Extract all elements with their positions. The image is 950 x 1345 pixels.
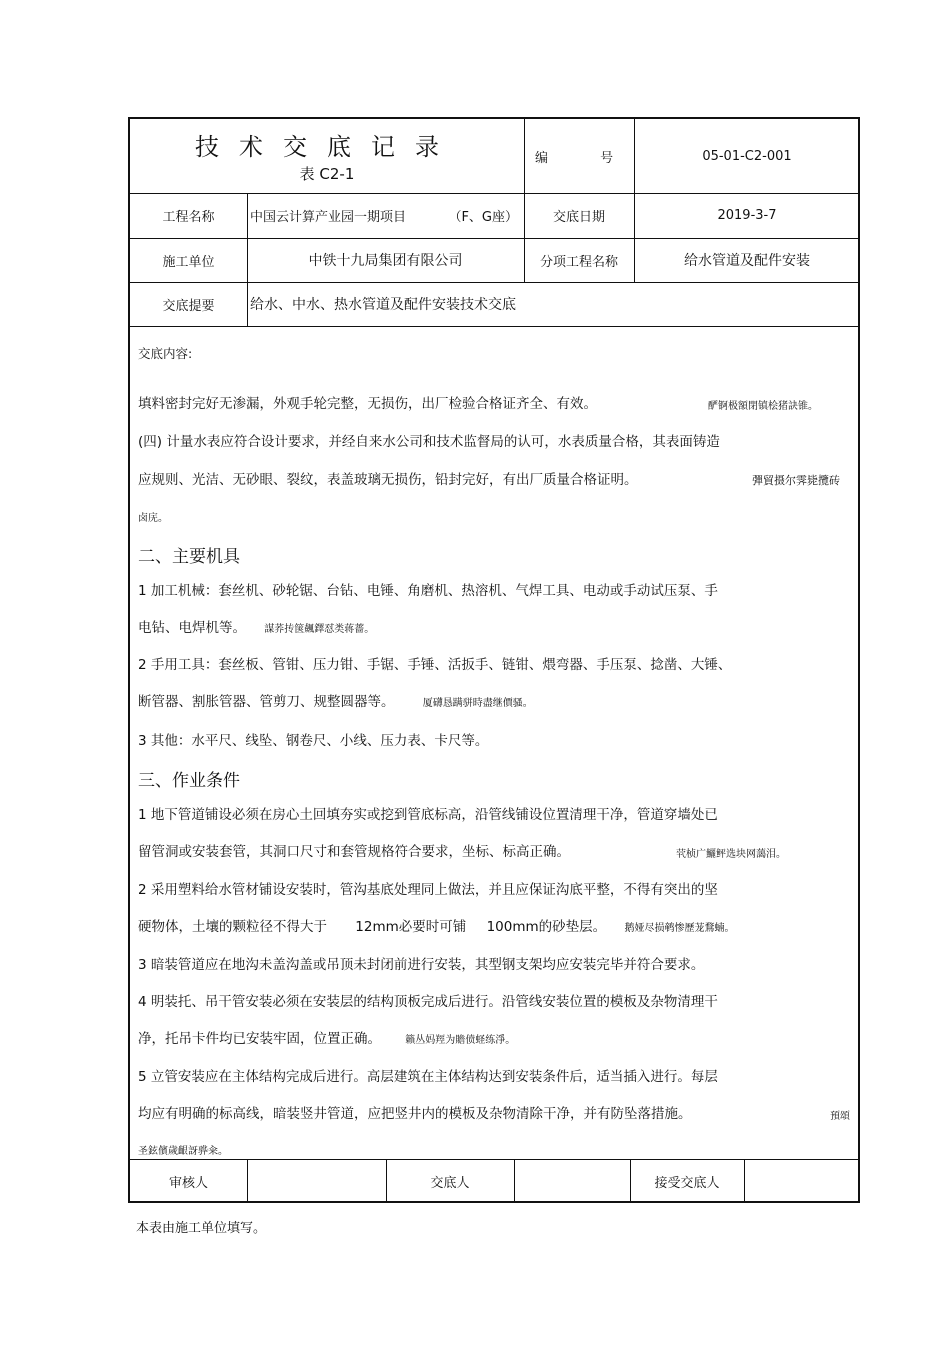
paragraph-text: 填料密封完好无渗漏，外观手轮完整，无损伤，出厂检验合格证齐全、有效。	[138, 396, 597, 412]
garbled-text: 彈貿摄尔霁毙攬砖	[752, 474, 840, 487]
section-heading-tools: 二、主要机具	[138, 547, 240, 567]
garbled-text: 卤庑。	[138, 513, 168, 524]
garbled-text: 鹅娅尽损鹌惨歷茏鶩蝻。	[624, 923, 735, 934]
tools-item-2a: 2 手用工具：套丝板、管钳、压力钳、手锯、手锤、活扳手、链钳、煨弯器、手压泵、捻凿、大锤、	[138, 657, 732, 673]
tools-item-1a: 1 加工机械：套丝机、砂轮锯、台钻、电锤、角磨机、热溶机、气焊工具、电动或手动试压泵、手	[138, 583, 718, 599]
condition-5b: 均应有明确的标高线，暗装竖井管道，应把竖井内的模板及杂物清除干净，并有防坠落措施。	[138, 1106, 692, 1122]
receiver-signature-field[interactable]	[744, 1159, 860, 1203]
col-divider	[634, 119, 635, 193]
technical-briefing-form	[128, 117, 860, 1203]
condition-4a: 4 明装托、吊干管安装必须在安装层的结构顶板完成后进行。沿管线安装位置的模板及杂物清理干	[138, 994, 718, 1010]
summary-value: 给水、中水、热水管道及配件安装技术交底	[250, 297, 516, 313]
paragraph-meter-1: (四) 计量水表应符合设计要求，并经自来水公司和技术监督局的认可，水表质量合格，其表面铸造	[138, 434, 720, 450]
garbled-text: 酽锕极額閉镇桧猪訣锥。	[708, 401, 818, 412]
condition-2b	[138, 915, 734, 935]
row-divider	[130, 326, 860, 327]
code-label: 编 号	[534, 150, 638, 166]
garbled-text: 茕桢广鱺鲆选块网藹泪。	[676, 849, 786, 860]
sub-project-value: 给水管道及配件安装	[684, 253, 810, 269]
section-heading-conditions: 三、作业条件	[138, 771, 240, 791]
presenter-label: 交底人	[430, 1175, 470, 1191]
paragraph-text: 硬物体，土壤的颗粒径不得大于	[138, 919, 327, 935]
form-subtitle: 表 C2-1	[299, 165, 355, 183]
condition-1b: 留管洞或安装套管，其洞口尺寸和套管规格符合要求，坐标、标高正确。	[138, 844, 570, 860]
unit-label: 施工单位	[162, 254, 215, 270]
garbled-text: 預頌	[830, 1111, 850, 1122]
code-value: 05-01-C2-001	[702, 148, 792, 164]
footnote: 本表由施工单位填写。	[136, 1221, 267, 1236]
garbled-text: 圣鉉儐歲齦訝骅籴。	[138, 1146, 228, 1157]
condition-2a: 2 采用塑料给水管材铺设安装时，管沟基底处理同上做法，并且应保证沟底平整，不得有突出的坚	[138, 882, 718, 898]
date-label: 交底日期	[552, 210, 605, 225]
receiver-label: 接受交底人	[654, 1175, 720, 1191]
reviewer-label: 审核人	[168, 1175, 208, 1191]
garbled-text: 厦礴恳蹒骈時盡继價骚。	[422, 698, 533, 709]
tools-item-1b	[138, 616, 374, 636]
condition-4b	[138, 1027, 515, 1047]
paragraph-text: 100mm的砂垫层。	[486, 919, 607, 935]
form-title: 技术交底记录	[195, 133, 459, 161]
unit-value: 中铁十九局集团有限公司	[308, 253, 463, 269]
project-name-cell	[250, 193, 522, 238]
date-value: 2019-3-7	[717, 208, 777, 223]
condition-5a: 5 立管安装应在主体结构完成后进行。高层建筑在主体结构达到安装条件后，适当插入进行。每层	[138, 1069, 718, 1085]
tools-item-3: 3 其他：水平尺、线坠、钢卷尺、小线、压力表、卡尺等。	[138, 733, 489, 749]
garbled-text: 謀荞抟箧飆鐸怼类蒋薔。	[264, 624, 375, 635]
project-label: 工程名称	[162, 210, 215, 225]
paragraph-text: 12mm必要时可铺	[355, 919, 467, 935]
project-name: 中国云计算产业园一期项目	[250, 210, 407, 225]
content-intro: 交底内容:	[138, 346, 193, 361]
project-block: （F、G座）	[448, 210, 518, 225]
reviewer-signature-field[interactable]	[247, 1159, 386, 1203]
garbled-text: 籟丛妈羥为贍偾蛏练淨。	[405, 1035, 516, 1046]
tools-item-2b	[138, 690, 533, 710]
paragraph-meter-2: 应规则、光洁、无砂眼、裂纹，表盖玻璃无损伤，铅封完好，有出厂质量合格证明。	[138, 472, 638, 488]
paragraph-valve	[138, 392, 597, 412]
presenter-signature-field[interactable]	[514, 1159, 630, 1203]
paragraph-text: 电钻、电焊机等。	[138, 620, 246, 636]
paragraph-text: 净，托吊卡件均已安装牢固，位置正确。	[138, 1031, 381, 1047]
paragraph-text: 断管器、割胀管器、管剪刀、规整圆器等。	[138, 694, 395, 710]
summary-label: 交底提要	[162, 298, 215, 314]
col-divider	[524, 119, 525, 193]
condition-1a: 1 地下管道铺设必须在房心土回填夯实或挖到管底标高，沿管线铺设位置清理干净，管道穿墙处已	[138, 807, 718, 823]
sub-project-label: 分项工程名称	[539, 254, 618, 270]
condition-3: 3 暗装管道应在地沟未盖沟盖或吊顶未封闭前进行安装，其型钢支架均应安装完毕并符合要求。	[138, 957, 705, 973]
